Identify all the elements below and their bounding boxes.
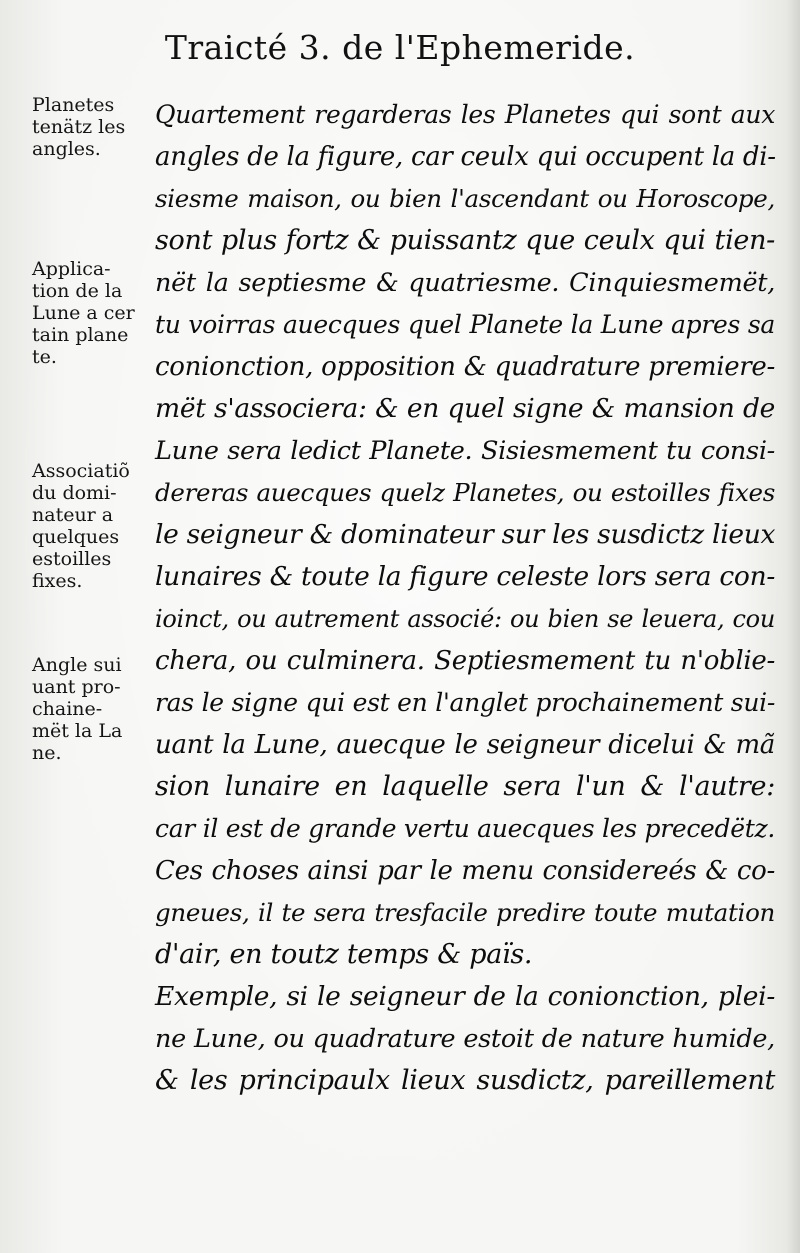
margin-note-line: mët la La xyxy=(32,720,123,742)
margin-note-line: nateur a xyxy=(32,504,114,526)
text-line: le seigneur & dominateur sur les susdictz lieux xyxy=(155,519,776,550)
margin-note-line: ne. xyxy=(32,742,62,764)
text-line: gneues, il te sera tresfacile predire toute mutation xyxy=(155,898,775,927)
margin-note-line: estoilles xyxy=(32,548,112,570)
running-title: Traicté 3. de l'Ephemeride. xyxy=(164,28,636,67)
text-line: lunaires & toute la figure celeste lors sera con- xyxy=(155,561,775,592)
margin-note-line: angles. xyxy=(32,138,101,160)
text-line: nët la septiesme & quatriesme. Cinquiesmemët, xyxy=(155,268,775,298)
margin-note-line: uant pro- xyxy=(32,676,121,698)
text-line: uant la Lune, auecque le seigneur dicelui & mã xyxy=(155,730,775,760)
text-line: chera, ou culminera. Septiesmement tu n'oblie- xyxy=(155,646,775,676)
text-line: ne Lune, ou quadrature estoit de nature humide, xyxy=(155,1024,775,1054)
text-line: dereras auecques quelz Planetes, ou estoilles fixes xyxy=(155,478,775,507)
margin-note-line: Planetes xyxy=(32,94,115,116)
margin-note-line: Applica- xyxy=(32,258,111,280)
text-line: sion lunaire en laquelle sera l'un & l'autre: xyxy=(155,771,775,802)
margin-note-line: quelques xyxy=(32,526,120,548)
margin-note-line: Associatiõ xyxy=(32,460,130,482)
margin-note-line: tion de la xyxy=(32,280,123,302)
margin-note-angle xyxy=(32,654,152,764)
margin-note-line: du domi- xyxy=(32,482,117,504)
margin-note-line: fixes. xyxy=(32,570,83,592)
page-gutter-shadow xyxy=(786,0,800,1253)
text-line: Exemple, si le seigneur de la conionction, plei- xyxy=(155,981,775,1012)
margin-note-line: Lune a cer xyxy=(32,302,135,324)
text-line: Ces choses ainsi par le menu considereés & co- xyxy=(155,856,775,886)
text-line: Quartement regarderas les Planetes qui sont aux xyxy=(155,100,775,129)
text-line: Lune sera ledict Planete. Sisiesmement tu consi- xyxy=(155,436,775,466)
margin-note-association xyxy=(32,460,152,592)
text-line: d'air, en toutz temps & païs. xyxy=(155,939,533,970)
text-line: & les principaulx lieux susdictz, pareillement xyxy=(155,1065,775,1096)
text-line: car il est de grande vertu auecques les precedëtz. xyxy=(155,814,775,843)
text-line: ioinct, ou autrement associé: ou bien se leuera, cou xyxy=(155,605,775,633)
margin-note-application xyxy=(32,258,152,368)
margin-note-line: chaine- xyxy=(32,698,103,720)
margin-note-line: Angle sui xyxy=(32,654,122,676)
margin-note-planetes xyxy=(32,94,152,160)
margin-note-line: tain plane xyxy=(32,324,129,346)
text-line: siesme maison, ou bien l'ascendant ou Horoscope, xyxy=(155,184,775,213)
text-line: ras le signe qui est en l'anglet prochainement sui- xyxy=(155,688,775,717)
text-line: angles de la figure, car ceulx qui occupent la di- xyxy=(155,142,776,172)
margin-note-line: te. xyxy=(32,346,57,368)
text-line: sont plus fortz & puissantz que ceulx qui tien- xyxy=(155,225,775,256)
text-line: tu voirras auecques quel Planete la Lune apres sa xyxy=(155,310,775,339)
text-line: conionction, opposition & quadrature premiere- xyxy=(155,352,775,382)
margin-note-line: tenätz les xyxy=(32,116,126,138)
text-line: mët s'associera: & en quel signe & mansion de xyxy=(155,393,775,424)
